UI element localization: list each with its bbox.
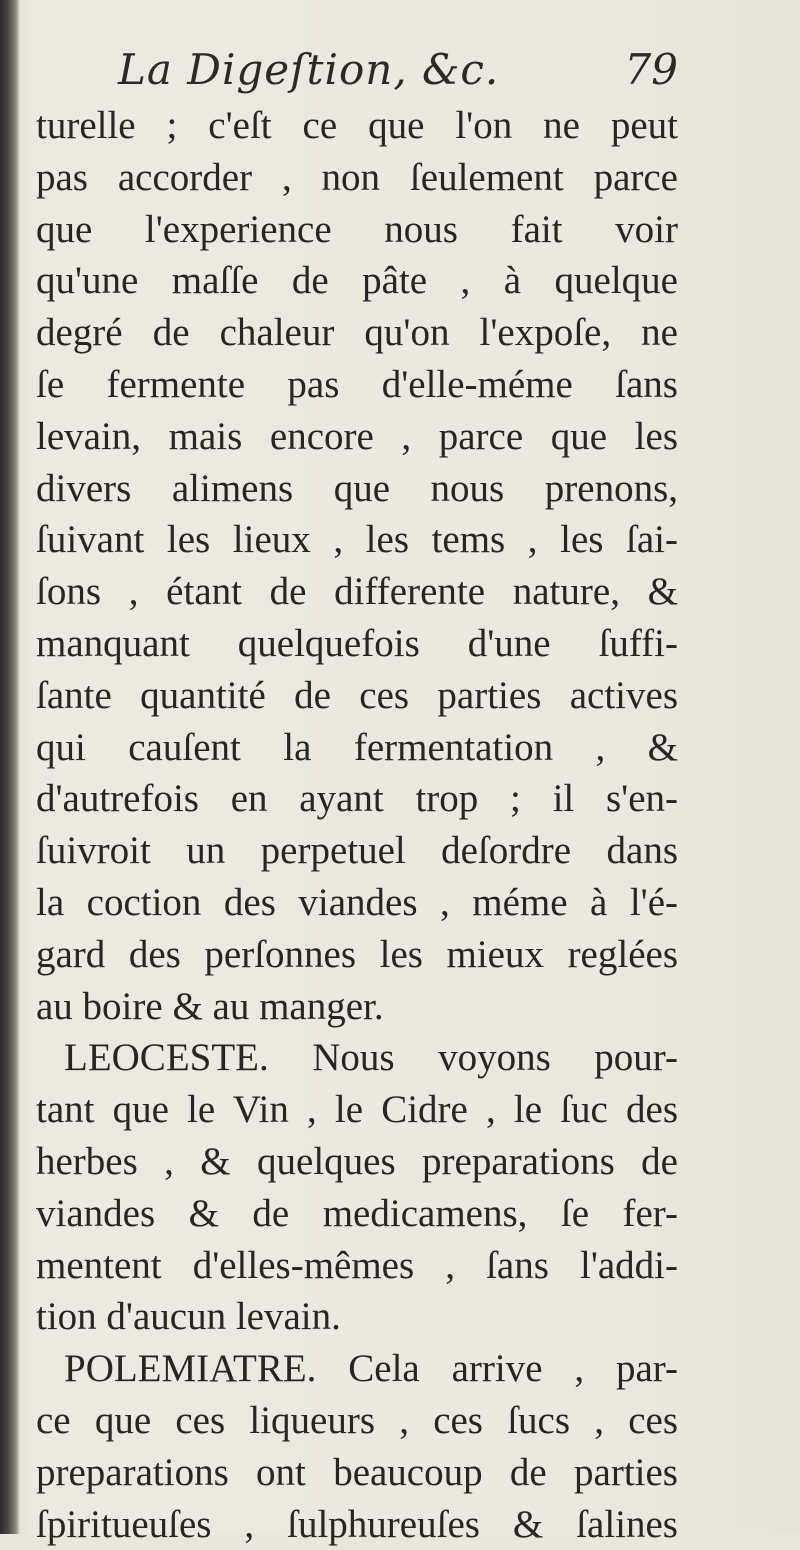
text-line: au boire & au manger. [36,984,384,1028]
text-line: levain, mais encore , parce que les [36,414,678,458]
running-title: La Digeſtion, &c. [118,45,500,94]
body-text [36,100,678,1550]
text-line: preparations ont beaucoup de parties [36,1450,678,1494]
text-line: viandes & de medicamens, ſe fer- [36,1191,678,1235]
text-line: manquant quelquefois d'une ſuffi- [36,621,678,665]
speaker-line: POLEMIATRE. Cela arrive , par- [64,1347,678,1391]
text-line: turelle ; c'eſt ce que l'on ne peut [36,104,678,147]
text-line: ſpiritueuſes , ſulphureuſes & ſalines [36,1502,678,1546]
page-header [118,40,678,100]
text-line: qui cauſent la fermentation , & [36,725,678,769]
text-line: herbes , & quelques preparations de [36,1139,678,1183]
book-spine-shadow [0,0,20,1534]
text-line: mentent d'elles-mêmes , ſans l'addi- [36,1243,678,1287]
text-line: ſe fermente pas d'elle-méme ſans [36,362,678,406]
text-line: gard des perſonnes les mieux reglées [36,932,678,976]
text-line: ſuivroit un perpetuel deſordre dans [36,829,678,873]
text-line: ſante quantité de ces parties actives [36,673,678,717]
speaker-line: LEOCESTE. Nous voyons pour- [64,1036,678,1080]
text-line: tion d'aucun levain. [36,1295,341,1339]
text-line: pas accorder , non ſeulement parce [36,155,678,199]
page-number: 79 [624,45,678,94]
text-line: ſons , étant de differente nature, & [36,570,678,614]
text-line: qu'une maſſe de pâte , à quelque [36,259,678,303]
text-line: degré de chaleur qu'on l'expoſe, ne [36,311,678,355]
text-line: divers alimens que nous prenons, [36,466,678,510]
text-line: ſuivant les lieux , les tems , les ſai- [36,518,678,562]
text-line: la coction des viandes , méme à l'é- [36,880,678,924]
text-line: ce que ces liqueurs , ces ſucs , ces [36,1398,678,1442]
text-line: d'autrefois en ayant trop ; il s'en- [36,777,678,821]
text-line: tant que le Vin , le Cidre , le ſuc des [36,1088,678,1132]
text-line: que l'experience nous fait voir [36,207,678,251]
